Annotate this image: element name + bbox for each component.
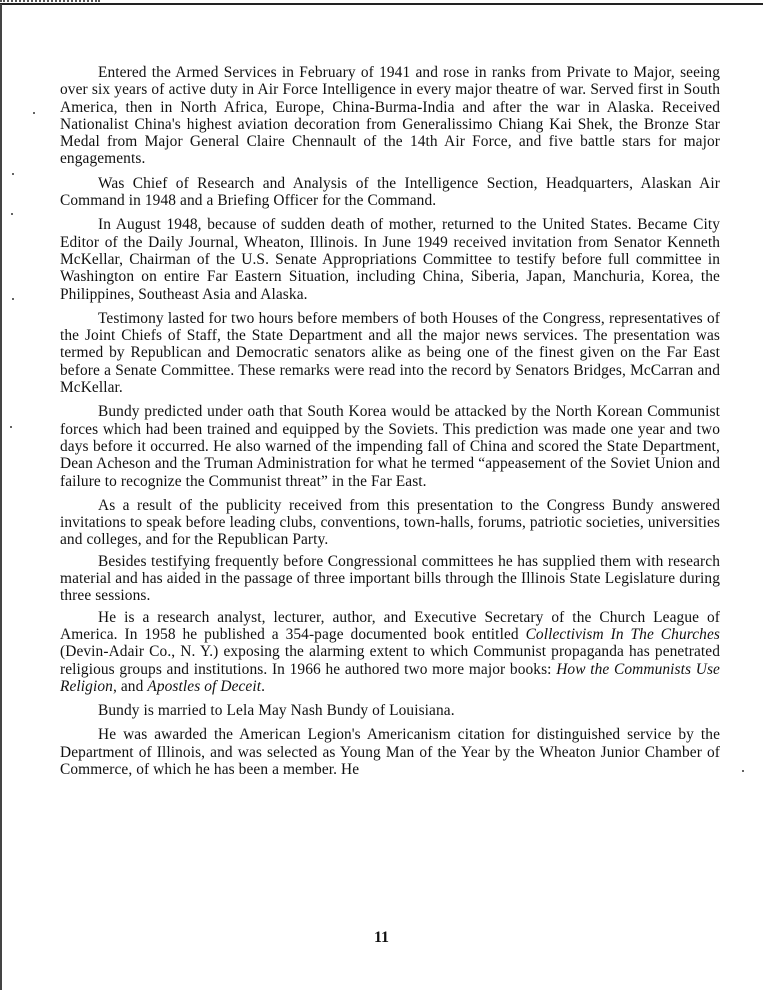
book-title-communists-use-religion: How the Communists Use Religion <box>60 660 720 695</box>
paragraph-church-league <box>60 609 720 695</box>
church-league-text-1: He is a research analyst, lecturer, author, and Executive Secretary of the Church League of America. In 1958 he published a 354-page documented book entitled <box>60 608 720 643</box>
book-title-apostles-of-deceit: Apostles of Deceit <box>147 677 262 695</box>
scan-speck <box>12 298 14 300</box>
page-body <box>60 64 720 785</box>
book-title-collectivism: Collectivism In The Churches <box>525 625 720 643</box>
church-league-text-3: , and <box>112 677 148 695</box>
paragraph-congressional-committees: Besides testifying frequently before Congressional committees he has supplied them with research material and has aided in the passage of three important bills through the Illinois State Legislature during three sessions. <box>60 552 720 605</box>
scan-speck <box>33 112 35 114</box>
paragraph-speaking-invitations: As a result of the publicity received from this presentation to the Congress Bundy answered invitations to speak before leading clubs, conventions, town-halls, forums, patriotic societies, universities and colleges, and for the Republican Party. <box>60 496 720 549</box>
scan-speck <box>10 426 12 428</box>
top-border-rule <box>0 3 763 5</box>
paragraph-marriage: Bundy is married to Lela May Nash Bundy of Louisiana. <box>98 702 455 720</box>
paragraph-korea-prediction: Bundy predicted under oath that South Korea would be attacked by the North Korean Communist forces which had been trained and equipped by the Soviets. This prediction was made one year and two days before it occurred. He also warned of the impending fall of China and scored the State Department, Dean Acheson and the Truman Administration for what he termed “appeasement of the Soviet Union and failure to recognize the Communist threat” in the Far East. <box>60 403 720 490</box>
church-league-text-4: . <box>261 677 266 695</box>
scan-speck <box>11 213 13 215</box>
left-border-rule <box>0 4 2 990</box>
church-league-text-2: (Devin-Adair Co., N. Y.) exposing the alarming extent to which Communist propaganda has penetrated religious groups and institutions. In 1966 he authored two more major books: <box>60 643 720 678</box>
page-number: 11 <box>373 929 390 946</box>
scan-speck <box>742 770 744 772</box>
paragraph-testimony: Testimony lasted for two hours before members of both Houses of the Congress, representatives of the Joint Chiefs of Staff, the State Department and all the major news services. The presentation was termed by Republican and Democratic senators alike as being one of the finest given on the Far East before a Senate Committee. These remarks were read into the record by Senators Bridges, McCarran and McKellar. <box>60 309 720 397</box>
paragraph-military-service: Entered the Armed Services in February of 1941 and rose in ranks from Private to Major, seeing over six years of active duty in Air Force Intelligence in every major theatre of war. Served first in South America, then in North Africa, Europe, China-Burma-India and after the war in Alaska. Received Nationalist China's highest aviation decoration from Generalissimo Chiang Kai Shek, the Bronze Star Medal from Major General Claire Chennault of the 14th Air Force, and five battle stars for major engagements. <box>60 64 720 168</box>
scan-speck <box>12 173 14 175</box>
paragraph-alaskan-air-command: Was Chief of Research and Analysis of the Intelligence Section, Headquarters, Alaskan Air Command in 1948 and a Briefing Officer for the Command. <box>60 174 720 210</box>
paragraph-return-to-us: In August 1948, because of sudden death of mother, returned to the United States. Became City Editor of the Daily Journal, Wheaton, Illinois. In June 1949 received invitation from Senator Kenneth McKellar, Chairman of the U.S. Senate Appropriations Committee to testify before full committee in Washington on entire Far Eastern Situation, including China, Siberia, Japan, Manchuria, Korea, the Philippines, Southeast Asia and Alaska. <box>60 216 720 303</box>
paragraph-awards: He was awarded the American Legion's Americanism citation for distinguished service by the Department of Illinois, and was selected as Young Man of the Year by the Wheaton Junior Chamber of Commerce, of which he has been a member. He <box>60 726 720 778</box>
